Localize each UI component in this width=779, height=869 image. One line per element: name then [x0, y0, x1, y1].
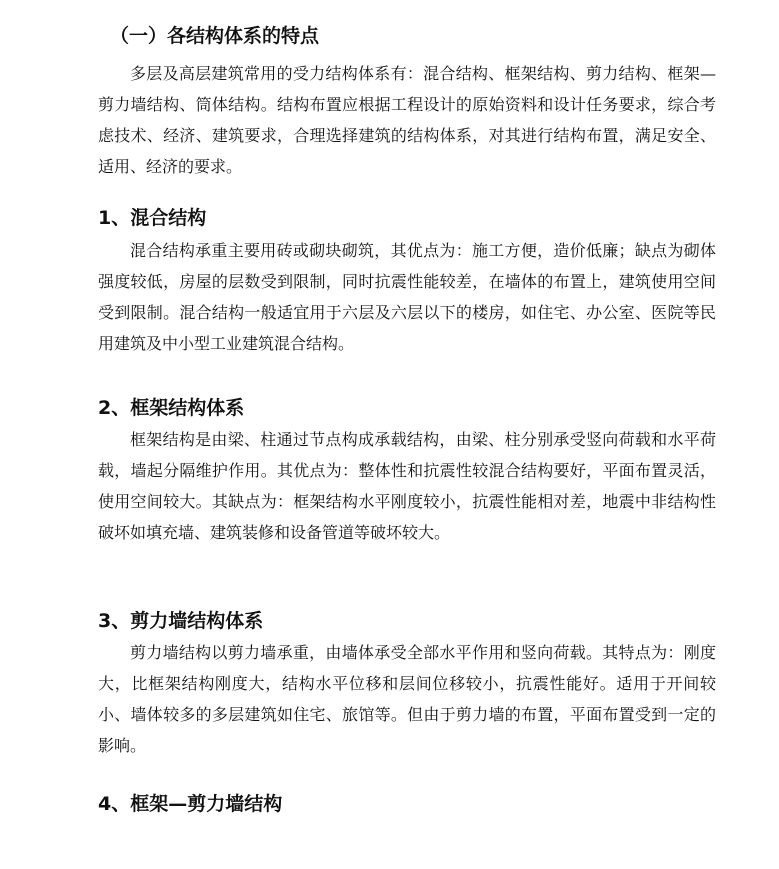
section-heading-mixed-structure: 1、混合结构	[98, 207, 207, 229]
section-heading-frame-structure: 2、框架结构体系	[98, 397, 245, 419]
intro-paragraph: 多层及高层建筑常用的受力结构体系有：混合结构、框架结构、剪力结构、框架—剪力墙结构、筒体结构。结构布置应根据工程设计的原始资料和设计任务要求，综合考虑技术、经济、建筑要求，合理选择建筑的结构体系，对其进行结构布置，满足安全、适用、经济的要求。	[98, 64, 716, 176]
section-body-frame-structure: 框架结构是由梁、柱通过节点构成承载结构，由梁、柱分别承受竖向荷载和水平荷载，墙起分隔维护作用。其优点为：整体性和抗震性较混合结构要好，平面布置灵活，使用空间较大。其缺点为：框架结构水平刚度较小，抗震性能相对差，地震中非结构性破坏如填充墙、建筑装修和设备管道等破坏较大。	[98, 430, 716, 542]
document-title: （一）各结构体系的特点	[110, 25, 320, 47]
section-body-mixed-structure: 混合结构承重主要用砖或砌块砌筑，其优点为：施工方便，造价低廉；缺点为砌体强度较低，房屋的层数受到限制，同时抗震性能较差，在墙体的布置上，建筑使用空间受到限制。混合结构一般适宜用于六层及六层以下的楼房，如住宅、办公室、医院等民用建筑及中小型工业建筑混合结构。	[98, 241, 716, 353]
section-heading-shear-wall-structure: 3、剪力墙结构体系	[98, 610, 264, 632]
section-heading-frame-shear-wall-structure: 4、框架—剪力墙结构	[98, 793, 283, 815]
section-body-shear-wall-structure: 剪力墙结构以剪力墙承重，由墙体承受全部水平作用和竖向荷载。其特点为：刚度大，比框架结构刚度大，结构水平位移和层间位移较小，抗震性能好。适用于开间较小、墙体较多的多层建筑如住宅、旅馆等。但由于剪力墙的布置，平面布置受到一定的影响。	[98, 643, 716, 755]
